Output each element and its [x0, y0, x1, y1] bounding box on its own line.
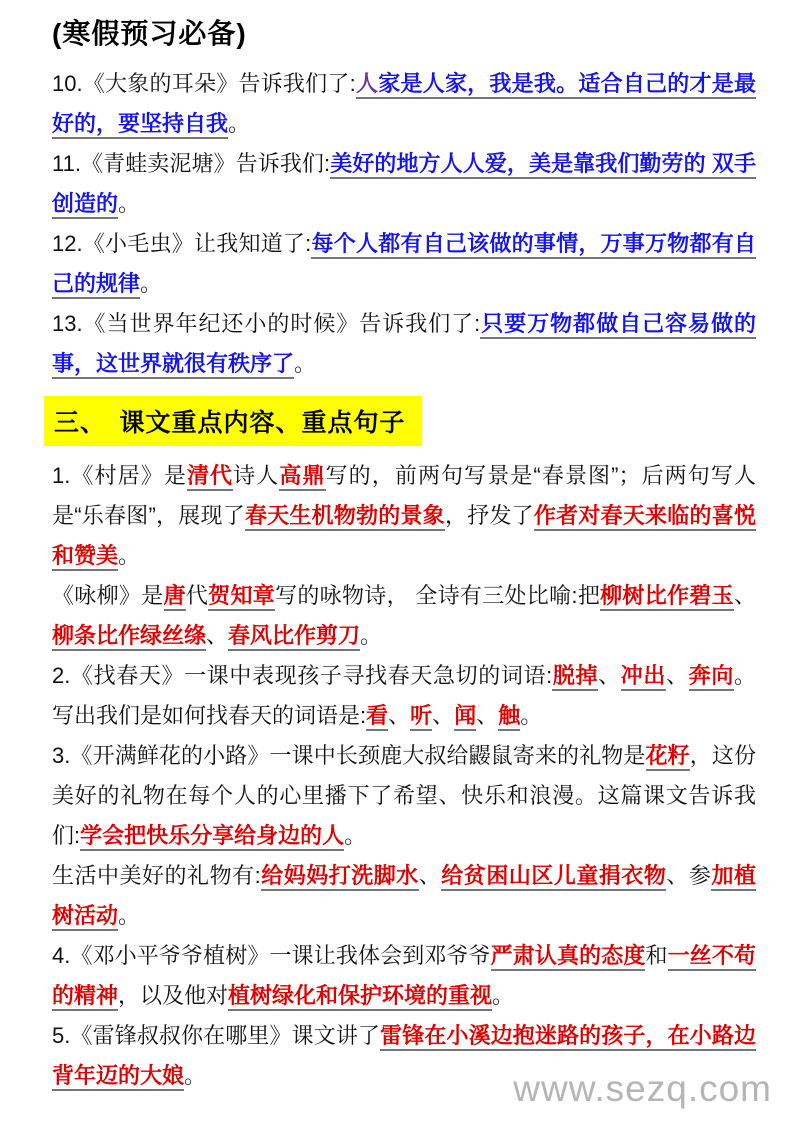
emphasized-text-run: 唐 — [164, 583, 186, 611]
text-run: 、参 — [666, 863, 712, 888]
emphasized-text-run: 人 — [356, 71, 378, 99]
text-run: 、 — [432, 703, 455, 728]
paragraph — [52, 64, 756, 144]
page-title: (寒假预习必备) — [52, 18, 247, 49]
emphasized-text-run: 柳条比作绿丝绦 — [52, 623, 206, 651]
emphasized-text-run: 每个人都有自己该做的事情，万事万物都有自己的规律 — [52, 231, 756, 299]
emphasized-text-run: 闻 — [454, 703, 476, 731]
section-header-wrap — [44, 396, 756, 446]
paragraph — [52, 656, 756, 736]
emphasized-text-run: 清代 — [187, 463, 233, 491]
text-run: ，这份美好的礼物在每个人的心里播下了希望、快乐和浪漫。这篇课文告诉我们: — [52, 743, 756, 848]
text-run: 、 — [598, 663, 621, 688]
text-run: 11.《青蛙卖泥塘》告诉我们: — [52, 151, 331, 176]
emphasized-text-run: 贺知章 — [208, 583, 275, 611]
text-run: 13.《当世界年纪还小的时候》告诉我们了: — [52, 311, 481, 336]
emphasized-text-run: 家是人家，我是我。适合自己的才是最好的，要坚持自我 — [52, 71, 756, 139]
text-run: 。 — [228, 111, 251, 136]
text-run: 。 — [360, 623, 383, 648]
text-run: 写的，前两句写景是“春景图”；后两句写人是“乐春图”，展现了 — [52, 463, 756, 528]
text-run: 12.《小毛虫》让我知道了: — [52, 231, 312, 256]
text-run: 、 — [418, 863, 442, 888]
emphasized-text-run: 柳树比作碧玉 — [600, 583, 734, 611]
emphasized-text-run: 作者对春天来临的喜悦和赞美 — [52, 503, 756, 571]
text-run: 代 — [185, 583, 209, 608]
paragraph — [52, 144, 756, 224]
text-run: 生活中美好的礼物有: — [52, 863, 261, 888]
paragraph — [52, 856, 756, 936]
emphasized-text-run: 触 — [498, 703, 520, 731]
text-run: 、 — [476, 703, 499, 728]
text-run: 、 — [733, 583, 756, 608]
lessons-notes-list — [52, 64, 756, 384]
text-run: 5.《雷锋叔叔你在哪里》课文讲了 — [52, 1023, 381, 1048]
emphasized-text-run: 只要万物都做自己容易做的事，这世界就很有秩序了 — [52, 311, 756, 379]
text-run: 1.《村居》是 — [52, 463, 187, 488]
emphasized-text-run: 给妈妈打洗脚水 — [261, 863, 419, 891]
watermark: www.sezq.com — [513, 1068, 772, 1109]
emphasized-text-run: 看 — [366, 703, 388, 731]
emphasized-text-run: 花籽 — [646, 743, 690, 771]
text-run: 《咏柳》是 — [52, 583, 164, 608]
text-run: 10.《大象的耳朵》告诉我们了: — [52, 71, 356, 96]
emphasized-text-run: 严肃认真的态度 — [491, 943, 646, 971]
emphasized-text-run: 听 — [410, 703, 432, 731]
text-run: ，以及他对 — [118, 983, 229, 1008]
paragraph — [52, 736, 756, 856]
emphasized-text-run: 雷锋在小溪边抱迷路的孩子，在小路边背年迈的大娘 — [52, 1023, 756, 1091]
text-run: 。 — [344, 823, 367, 848]
emphasized-text-run: 奔向 — [689, 663, 734, 691]
emphasized-text-run: 给贫困山区儿童捐衣物 — [441, 863, 666, 891]
text-run: 和 — [645, 943, 668, 968]
text-run: ，抒发了 — [445, 503, 534, 528]
emphasized-text-run: 春风比作剪刀 — [228, 623, 360, 651]
text-run: 。 — [520, 703, 543, 728]
text-run: 。 — [118, 191, 141, 216]
text-run: 。写出我们是如何找春天的词语是: — [52, 663, 756, 728]
text-run: 。 — [184, 1063, 207, 1088]
text-run: 。 — [140, 271, 163, 296]
emphasized-text-run: 春天生机物勃的景象 — [245, 503, 445, 531]
emphasized-text-run: 高鼎 — [279, 463, 325, 491]
key-content-notes-list — [52, 456, 756, 1096]
text-run: 诗人 — [233, 463, 280, 488]
text-run: 、 — [388, 703, 411, 728]
paragraph — [52, 576, 756, 656]
emphasized-text-run: 美好的地方人人爱，美是靠我们勤劳的 双手创造的 — [52, 151, 756, 219]
emphasized-text-run: 脱掉 — [552, 663, 598, 691]
emphasized-text-run: 一丝不苟的精神 — [52, 943, 756, 1011]
emphasized-text-run: 学会把快乐分享给身边的人 — [80, 823, 344, 851]
text-run: 。 — [118, 903, 141, 928]
emphasized-text-run: 加植树活动 — [52, 863, 756, 931]
text-run: 。 — [294, 351, 317, 376]
text-run: 。 — [492, 983, 515, 1008]
emphasized-text-run: 植树绿化和保护环境的重视 — [228, 983, 492, 1011]
text-run: 2.《找春天》一课中表现孩子寻找春天急切的词语: — [52, 663, 553, 688]
text-run: 、 — [666, 663, 689, 688]
section-header: 三、 课文重点内容、重点句子 — [44, 396, 422, 446]
text-run: 、 — [206, 623, 229, 648]
paragraph — [52, 224, 756, 304]
text-run: 4.《邓小平爷爷植树》一课让我体会到邓爷爷 — [52, 943, 491, 968]
paragraph — [52, 936, 756, 1016]
paragraph — [52, 304, 756, 384]
text-run: 写的咏物诗， 全诗有三处比喻:把 — [275, 583, 601, 608]
text-run: 3.《开满鲜花的小路》一课中长颈鹿大叔给鼹鼠寄来的礼物是 — [52, 743, 646, 768]
text-run: 。 — [118, 543, 141, 568]
emphasized-text-run: 冲出 — [621, 663, 666, 691]
paragraph — [52, 456, 756, 576]
